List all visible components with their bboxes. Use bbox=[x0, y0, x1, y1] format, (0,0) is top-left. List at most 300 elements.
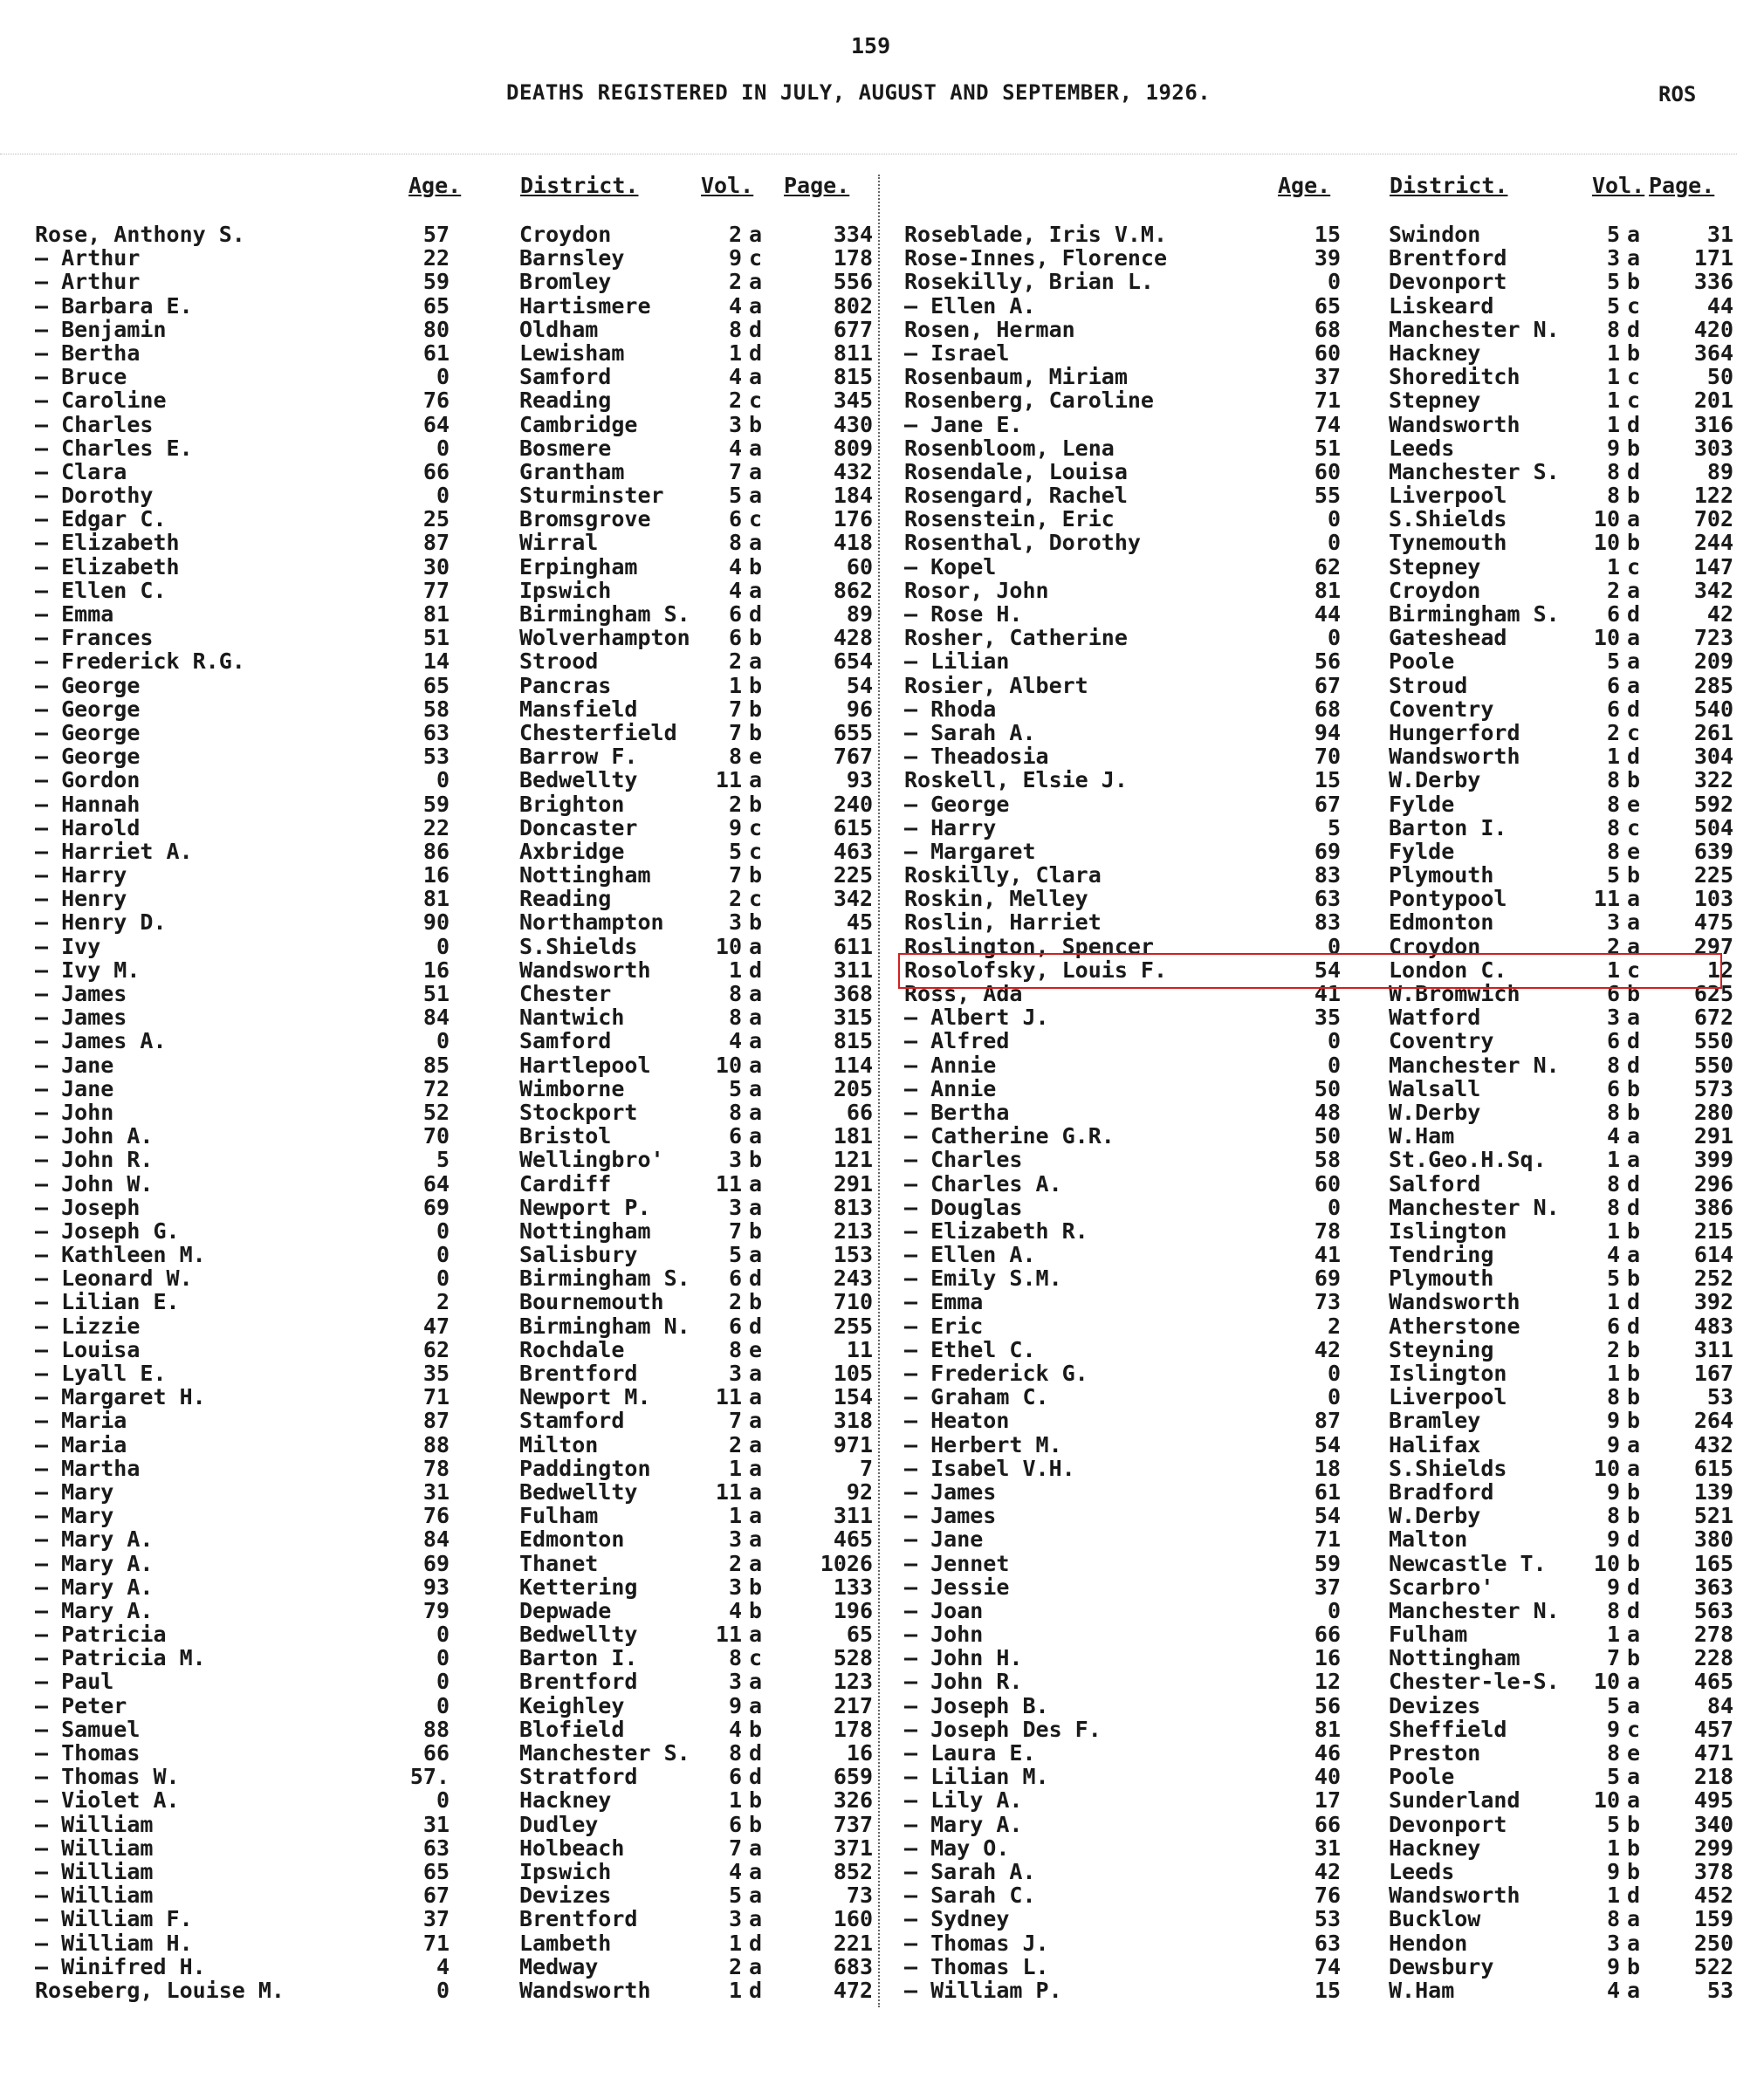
entry-volume: 1 bbox=[1606, 388, 1620, 414]
entry-age: 87 bbox=[1314, 1408, 1341, 1434]
entry-age: 2 bbox=[436, 1289, 450, 1315]
entry-row bbox=[904, 1812, 1733, 1835]
entry-age: 63 bbox=[1314, 886, 1341, 912]
entry-age: 57 bbox=[422, 222, 450, 247]
page-title: DEATHS REGISTERED IN JULY, AUGUST AND SEPTEMBER, 1926. bbox=[506, 80, 1211, 105]
entry-district: Wandsworth bbox=[1389, 1883, 1520, 1909]
entry-row bbox=[904, 1503, 1733, 1529]
entry-volume: 1 bbox=[1606, 1147, 1620, 1173]
entry-age: 84 bbox=[422, 1526, 450, 1553]
entry-district: Bromley bbox=[519, 269, 612, 295]
entry-volume-letter: a bbox=[749, 1455, 763, 1481]
entry-page: 167 bbox=[1693, 1361, 1733, 1386]
entry-page: 326 bbox=[833, 1787, 873, 1814]
entry-row bbox=[904, 1147, 1733, 1173]
entry-row bbox=[35, 862, 873, 886]
entry-volume-letter: b bbox=[1627, 1503, 1641, 1529]
entry-volume-letter: b bbox=[749, 696, 763, 722]
entry-district: Halifax bbox=[1389, 1431, 1481, 1457]
entry-name: — Caroline bbox=[35, 388, 167, 414]
entry-row bbox=[35, 436, 873, 459]
entry-page: 196 bbox=[833, 1597, 873, 1623]
entry-district: Axbridge bbox=[519, 838, 625, 864]
entry-age: 62 bbox=[422, 1336, 450, 1362]
entry-name: — John bbox=[35, 1099, 114, 1125]
entry-district: Leeds bbox=[1389, 1858, 1455, 1884]
entry-page: 103 bbox=[1693, 886, 1733, 912]
entry-page: 159 bbox=[1693, 1906, 1733, 1932]
entry-volume-letter: a bbox=[749, 981, 763, 1006]
entry-volume: 8 bbox=[1606, 1384, 1620, 1410]
entry-age: 18 bbox=[1314, 1455, 1341, 1481]
entry-district: Wandsworth bbox=[519, 957, 651, 983]
entry-page: 378 bbox=[1693, 1858, 1733, 1884]
entry-name: — Henry D. bbox=[35, 909, 167, 936]
entry-district: Stratford bbox=[519, 1764, 638, 1790]
entry-volume: 10 bbox=[1593, 530, 1620, 556]
entry-age: 73 bbox=[1314, 1289, 1341, 1315]
entry-name: — Charles bbox=[35, 411, 154, 437]
entry-volume-letter: b bbox=[1627, 1361, 1641, 1386]
entry-district: Samford bbox=[519, 364, 612, 390]
entry-name: — Clara bbox=[35, 458, 127, 484]
entry-volume-letter: a bbox=[749, 1906, 763, 1932]
entry-volume: 2 bbox=[1606, 719, 1620, 745]
entry-age: 56 bbox=[1314, 648, 1341, 675]
entry-name: — Jane E. bbox=[904, 411, 1023, 437]
entry-volume-letter: a bbox=[749, 1361, 763, 1386]
entry-page: 280 bbox=[1693, 1099, 1733, 1125]
entry-page: 971 bbox=[833, 1431, 873, 1457]
entry-district: Salford bbox=[1389, 1170, 1481, 1197]
entry-district: Depwade bbox=[519, 1597, 612, 1623]
entry-volume: 9 bbox=[728, 1692, 742, 1718]
entry-name: — Patricia M. bbox=[35, 1645, 206, 1671]
entry-age: 74 bbox=[1314, 411, 1341, 437]
entry-age: 51 bbox=[1314, 435, 1341, 461]
entry-volume: 2 bbox=[728, 222, 742, 247]
entry-volume-letter: e bbox=[749, 1336, 763, 1362]
entry-page: 215 bbox=[1693, 1217, 1733, 1244]
entry-age: 0 bbox=[436, 1692, 450, 1718]
entry-district: Hartlepool bbox=[519, 1052, 651, 1078]
entry-name: — Margaret H. bbox=[35, 1384, 206, 1410]
entry-volume: 11 bbox=[715, 1478, 742, 1505]
entry-volume: 4 bbox=[728, 292, 742, 319]
entry-volume-letter: a bbox=[1627, 222, 1641, 247]
entry-district: S.Shields bbox=[519, 933, 638, 959]
entry-row bbox=[904, 1456, 1733, 1479]
page-number: 159 bbox=[851, 33, 891, 58]
entry-page: 811 bbox=[833, 339, 873, 366]
entry-volume: 5 bbox=[728, 1075, 742, 1101]
entry-district: W.Derby bbox=[1389, 767, 1481, 793]
entry-name: — Alfred bbox=[904, 1028, 1010, 1054]
entry-volume-letter: d bbox=[749, 1265, 763, 1292]
entry-page: 311 bbox=[1693, 1336, 1733, 1362]
entry-page: 432 bbox=[1693, 1431, 1733, 1457]
entry-age: 54 bbox=[1314, 1503, 1341, 1529]
entry-page: 42 bbox=[1706, 601, 1733, 627]
entry-row bbox=[904, 1479, 1733, 1503]
entry-district: Bradford bbox=[1389, 1478, 1494, 1505]
entry-age: 0 bbox=[1327, 1052, 1341, 1078]
entry-volume: 7 bbox=[728, 1217, 742, 1244]
entry-row bbox=[35, 1171, 873, 1195]
entry-name: — Frances bbox=[35, 625, 154, 651]
entry-row bbox=[904, 459, 1733, 483]
entry-age: 5 bbox=[436, 1147, 450, 1173]
entry-name: — Annie bbox=[904, 1052, 997, 1078]
entry-row bbox=[35, 1456, 873, 1479]
entry-name: — George bbox=[35, 719, 141, 745]
entry-name: — Louisa bbox=[35, 1336, 141, 1362]
entry-page: 655 bbox=[833, 719, 873, 745]
entry-page: 184 bbox=[833, 483, 873, 509]
entry-page: 96 bbox=[846, 696, 873, 722]
entry-age: 67 bbox=[1314, 791, 1341, 817]
entry-page: 654 bbox=[833, 648, 873, 675]
entry-district: Fylde bbox=[1389, 791, 1455, 817]
entry-district: W.Derby bbox=[1389, 1503, 1481, 1529]
entry-page: 45 bbox=[846, 909, 873, 936]
entry-age: 56 bbox=[1314, 1692, 1341, 1718]
entry-row bbox=[904, 1123, 1733, 1147]
right-entry-list bbox=[904, 222, 1733, 2001]
entry-row bbox=[904, 1100, 1733, 1123]
entry-volume-letter: d bbox=[749, 1977, 763, 2003]
entry-district: Liverpool bbox=[1389, 1384, 1507, 1410]
entry-age: 0 bbox=[1327, 933, 1341, 959]
entry-name: Rosolofsky, Louis F. bbox=[904, 957, 1168, 983]
entry-volume: 4 bbox=[728, 364, 742, 390]
section-code: ROS bbox=[1658, 82, 1697, 106]
entry-age: 65 bbox=[422, 292, 450, 319]
entry-row bbox=[904, 269, 1733, 295]
entry-volume-letter: d bbox=[1627, 1170, 1641, 1197]
entry-district: Cardiff bbox=[519, 1170, 612, 1197]
entry-page: 677 bbox=[833, 316, 873, 342]
entry-volume: 3 bbox=[1606, 1930, 1620, 1956]
entry-volume-letter: c bbox=[1627, 292, 1641, 319]
entry-district: Cambridge bbox=[519, 411, 638, 437]
entry-name: — Mary A. bbox=[35, 1550, 154, 1576]
entry-age: 0 bbox=[1327, 269, 1341, 295]
entry-age: 0 bbox=[436, 483, 450, 509]
entry-row bbox=[35, 648, 873, 675]
entry-page: 316 bbox=[1693, 411, 1733, 437]
entry-volume: 1 bbox=[728, 957, 742, 983]
entry-name: — Emma bbox=[35, 601, 114, 627]
entry-name: — Ellen A. bbox=[904, 292, 1036, 319]
entry-volume-letter: d bbox=[1627, 1597, 1641, 1623]
entry-district: Wandsworth bbox=[1389, 1289, 1520, 1315]
entry-district: Brentford bbox=[519, 1669, 638, 1695]
entry-district: Poole bbox=[1389, 1764, 1455, 1790]
entry-age: 80 bbox=[422, 316, 450, 342]
entry-name: — Ellen A. bbox=[904, 1242, 1036, 1268]
entry-name: — Heaton bbox=[904, 1408, 1010, 1434]
entry-age: 81 bbox=[1314, 1716, 1341, 1742]
entry-district: Reading bbox=[519, 388, 612, 414]
entry-name: — Bertha bbox=[35, 339, 141, 366]
entry-volume-letter: c bbox=[749, 838, 763, 864]
entry-page: 342 bbox=[1693, 577, 1733, 603]
entry-row bbox=[904, 1598, 1733, 1622]
entry-age: 57. bbox=[409, 1764, 450, 1790]
entry-volume-letter: c bbox=[1627, 957, 1641, 983]
entry-volume: 7 bbox=[728, 458, 742, 484]
entry-volume-letter: b bbox=[1627, 269, 1641, 295]
entry-row bbox=[35, 1147, 873, 1173]
entry-volume-letter: b bbox=[749, 625, 763, 651]
entry-volume: 11 bbox=[715, 1384, 742, 1410]
entry-volume: 2 bbox=[728, 388, 742, 414]
entry-district: Barrow F. bbox=[519, 744, 638, 770]
entry-name: — Catherine G.R. bbox=[904, 1123, 1115, 1149]
entry-row bbox=[35, 1218, 873, 1242]
entry-district: Strood bbox=[519, 648, 599, 675]
entry-name: — Thomas L. bbox=[904, 1953, 1049, 1979]
entry-page: 463 bbox=[833, 838, 873, 864]
entry-page: 154 bbox=[833, 1384, 873, 1410]
entry-volume-letter: a bbox=[1627, 1787, 1641, 1814]
entry-age: 16 bbox=[1314, 1645, 1341, 1671]
entry-volume: 1 bbox=[1606, 744, 1620, 770]
entry-page: 160 bbox=[833, 1906, 873, 1932]
entry-name: — Bertha bbox=[904, 1099, 1010, 1125]
entry-page: 84 bbox=[1706, 1692, 1733, 1718]
entry-name: — Maria bbox=[35, 1431, 127, 1457]
entry-age: 37 bbox=[422, 1906, 450, 1932]
entry-age: 2 bbox=[1327, 1313, 1341, 1339]
entry-volume: 6 bbox=[1606, 1028, 1620, 1054]
entry-volume: 9 bbox=[728, 245, 742, 271]
entry-age: 0 bbox=[436, 364, 450, 390]
entry-volume: 3 bbox=[728, 909, 742, 936]
entry-row bbox=[904, 1645, 1733, 1669]
entry-page: 296 bbox=[1693, 1170, 1733, 1197]
entry-row bbox=[35, 815, 873, 839]
entry-age: 83 bbox=[1314, 862, 1341, 888]
entry-district: Barnsley bbox=[519, 245, 625, 271]
entry-district: Atherstone bbox=[1389, 1313, 1520, 1339]
entry-volume-letter: d bbox=[1627, 1313, 1641, 1339]
entry-age: 58 bbox=[1314, 1147, 1341, 1173]
entry-volume-letter: a bbox=[749, 1194, 763, 1220]
entry-district: Ipswich bbox=[519, 577, 612, 603]
entry-volume-letter: e bbox=[1627, 791, 1641, 817]
entry-age: 63 bbox=[422, 1835, 450, 1861]
entry-district: Birmingham N. bbox=[519, 1313, 690, 1339]
entry-page: 299 bbox=[1693, 1835, 1733, 1861]
entry-name: Rosenstein, Eric bbox=[904, 506, 1115, 532]
entry-volume: 8 bbox=[728, 1645, 742, 1671]
entry-name: — Bruce bbox=[35, 364, 127, 390]
entry-page: 178 bbox=[833, 245, 873, 271]
entry-volume-letter: a bbox=[1627, 1242, 1641, 1268]
entry-volume: 8 bbox=[728, 530, 742, 556]
entry-district: Bedwellty bbox=[519, 1622, 638, 1648]
entry-district: Medway bbox=[519, 1953, 599, 1979]
entry-volume: 3 bbox=[728, 1147, 742, 1173]
entry-row bbox=[904, 388, 1733, 414]
entry-page: 563 bbox=[1693, 1597, 1733, 1623]
entry-volume: 6 bbox=[1606, 1313, 1620, 1339]
entry-volume: 8 bbox=[1606, 1740, 1620, 1766]
entry-row bbox=[904, 1242, 1733, 1268]
entry-volume: 2 bbox=[728, 1550, 742, 1576]
entry-page: 291 bbox=[1693, 1123, 1733, 1149]
entry-volume-letter: a bbox=[749, 577, 763, 603]
entry-volume: 3 bbox=[1606, 245, 1620, 271]
entry-row bbox=[904, 886, 1733, 912]
entry-district: Malton bbox=[1389, 1526, 1468, 1553]
entry-name: — Lyall E. bbox=[35, 1361, 167, 1386]
entry-row bbox=[904, 1265, 1733, 1292]
entry-volume: 3 bbox=[728, 1526, 742, 1553]
entry-row bbox=[35, 1242, 873, 1268]
entry-age: 71 bbox=[422, 1930, 450, 1956]
entry-volume: 9 bbox=[1606, 1574, 1620, 1600]
entry-row bbox=[904, 625, 1733, 651]
entry-page: 465 bbox=[1693, 1669, 1733, 1695]
entry-volume-letter: a bbox=[749, 1478, 763, 1505]
entry-volume: 5 bbox=[728, 483, 742, 509]
entry-age: 78 bbox=[422, 1455, 450, 1481]
entry-row bbox=[35, 957, 873, 981]
entry-row bbox=[35, 1883, 873, 1909]
entry-volume: 7 bbox=[1606, 1645, 1620, 1671]
entry-volume-letter: b bbox=[1627, 1099, 1641, 1125]
entry-volume-letter: a bbox=[749, 1669, 763, 1695]
vol-header: Vol. bbox=[1592, 173, 1645, 198]
entry-name: — Kopel bbox=[904, 553, 997, 580]
vol-header: Vol. bbox=[701, 173, 754, 198]
entry-row bbox=[35, 459, 873, 483]
entry-district: Brentford bbox=[519, 1361, 638, 1386]
entry-volume-letter: a bbox=[1627, 886, 1641, 912]
entry-age: 25 bbox=[422, 506, 450, 532]
entry-district: Chester-le-S. bbox=[1389, 1669, 1560, 1695]
entry-row bbox=[35, 673, 873, 696]
entry-name: Rosengard, Rachel bbox=[904, 483, 1128, 509]
entry-age: 58 bbox=[422, 696, 450, 722]
right-column bbox=[904, 173, 1733, 2001]
entry-row bbox=[904, 1931, 1733, 1954]
entry-district: Hackney bbox=[519, 1787, 612, 1814]
entry-page: 92 bbox=[846, 1478, 873, 1505]
entry-volume: 11 bbox=[1593, 886, 1620, 912]
entry-row bbox=[35, 601, 873, 625]
entry-name: — Harry bbox=[35, 862, 127, 888]
entry-row bbox=[904, 578, 1733, 601]
entry-district: London C. bbox=[1389, 957, 1507, 983]
entry-volume-letter: c bbox=[1627, 553, 1641, 580]
entry-age: 74 bbox=[1314, 1953, 1341, 1979]
entry-age: 77 bbox=[422, 577, 450, 603]
entry-district: Chester bbox=[519, 981, 612, 1006]
entry-row bbox=[904, 648, 1733, 675]
entry-district: Bosmere bbox=[519, 435, 612, 461]
entry-volume-letter: a bbox=[749, 530, 763, 556]
entry-name: — Mary bbox=[35, 1478, 114, 1505]
entry-age: 12 bbox=[1314, 1669, 1341, 1695]
entry-volume-letter: b bbox=[1627, 339, 1641, 366]
entry-district: Thanet bbox=[519, 1550, 599, 1576]
entry-volume-letter: a bbox=[749, 1526, 763, 1553]
entry-age: 69 bbox=[1314, 1265, 1341, 1292]
entry-age: 40 bbox=[1314, 1764, 1341, 1790]
entry-volume-letter: b bbox=[749, 1289, 763, 1315]
entry-volume-letter: d bbox=[749, 339, 763, 366]
entry-volume: 5 bbox=[1606, 222, 1620, 247]
entry-volume-letter: a bbox=[1627, 506, 1641, 532]
entry-district: Liskeard bbox=[1389, 292, 1494, 319]
entry-name: — Emma bbox=[904, 1289, 984, 1315]
entry-district: Coventry bbox=[1389, 1028, 1494, 1054]
entry-district: Croydon bbox=[1389, 577, 1481, 603]
entry-age: 71 bbox=[1314, 1526, 1341, 1553]
entry-volume-letter: c bbox=[749, 506, 763, 532]
entry-age: 0 bbox=[1327, 1194, 1341, 1220]
entry-district: Birmingham S. bbox=[1389, 601, 1560, 627]
entry-age: 59 bbox=[422, 269, 450, 295]
entry-name: Rosekilly, Brian L. bbox=[904, 269, 1154, 295]
entry-age: 5 bbox=[1327, 814, 1341, 840]
entry-age: 59 bbox=[422, 791, 450, 817]
entry-row bbox=[35, 222, 873, 245]
entry-volume: 1 bbox=[1606, 1217, 1620, 1244]
entry-district: Liverpool bbox=[1389, 483, 1507, 509]
entry-volume: 2 bbox=[728, 791, 742, 817]
entry-volume: 7 bbox=[728, 862, 742, 888]
entry-row bbox=[904, 293, 1733, 317]
entry-name: — William bbox=[35, 1811, 154, 1837]
entry-volume-letter: a bbox=[749, 1242, 763, 1268]
entry-name: — Ellen C. bbox=[35, 577, 167, 603]
entry-volume: 3 bbox=[728, 411, 742, 437]
entry-volume-letter: a bbox=[1627, 1455, 1641, 1481]
entry-volume-letter: a bbox=[749, 364, 763, 390]
entry-row bbox=[904, 1053, 1733, 1076]
entry-row bbox=[35, 293, 873, 317]
entry-name: — John H. bbox=[904, 1645, 1023, 1671]
entry-row bbox=[904, 696, 1733, 720]
entry-age: 48 bbox=[1314, 1099, 1341, 1125]
district-header: District. bbox=[1390, 173, 1508, 198]
entry-age: 0 bbox=[436, 1028, 450, 1054]
entry-age: 61 bbox=[422, 339, 450, 366]
entry-volume-letter: a bbox=[749, 1005, 763, 1031]
entry-name: — Charles A. bbox=[904, 1170, 1062, 1197]
entry-age: 62 bbox=[1314, 553, 1341, 580]
entry-page: 528 bbox=[833, 1645, 873, 1671]
entry-volume-letter: a bbox=[749, 648, 763, 675]
entry-name: — William bbox=[35, 1883, 154, 1909]
entry-district: Walsall bbox=[1389, 1075, 1481, 1101]
entry-name: — Samuel bbox=[35, 1716, 141, 1742]
entry-name: — Maria bbox=[35, 1408, 127, 1434]
entry-age: 0 bbox=[436, 1669, 450, 1695]
entry-district: Milton bbox=[519, 1431, 599, 1457]
entry-volume-letter: a bbox=[749, 269, 763, 295]
entry-age: 70 bbox=[422, 1123, 450, 1149]
entry-volume-letter: b bbox=[1627, 1336, 1641, 1362]
entry-volume: 5 bbox=[1606, 1265, 1620, 1292]
entry-page: 611 bbox=[833, 933, 873, 959]
entry-page: 54 bbox=[846, 672, 873, 698]
